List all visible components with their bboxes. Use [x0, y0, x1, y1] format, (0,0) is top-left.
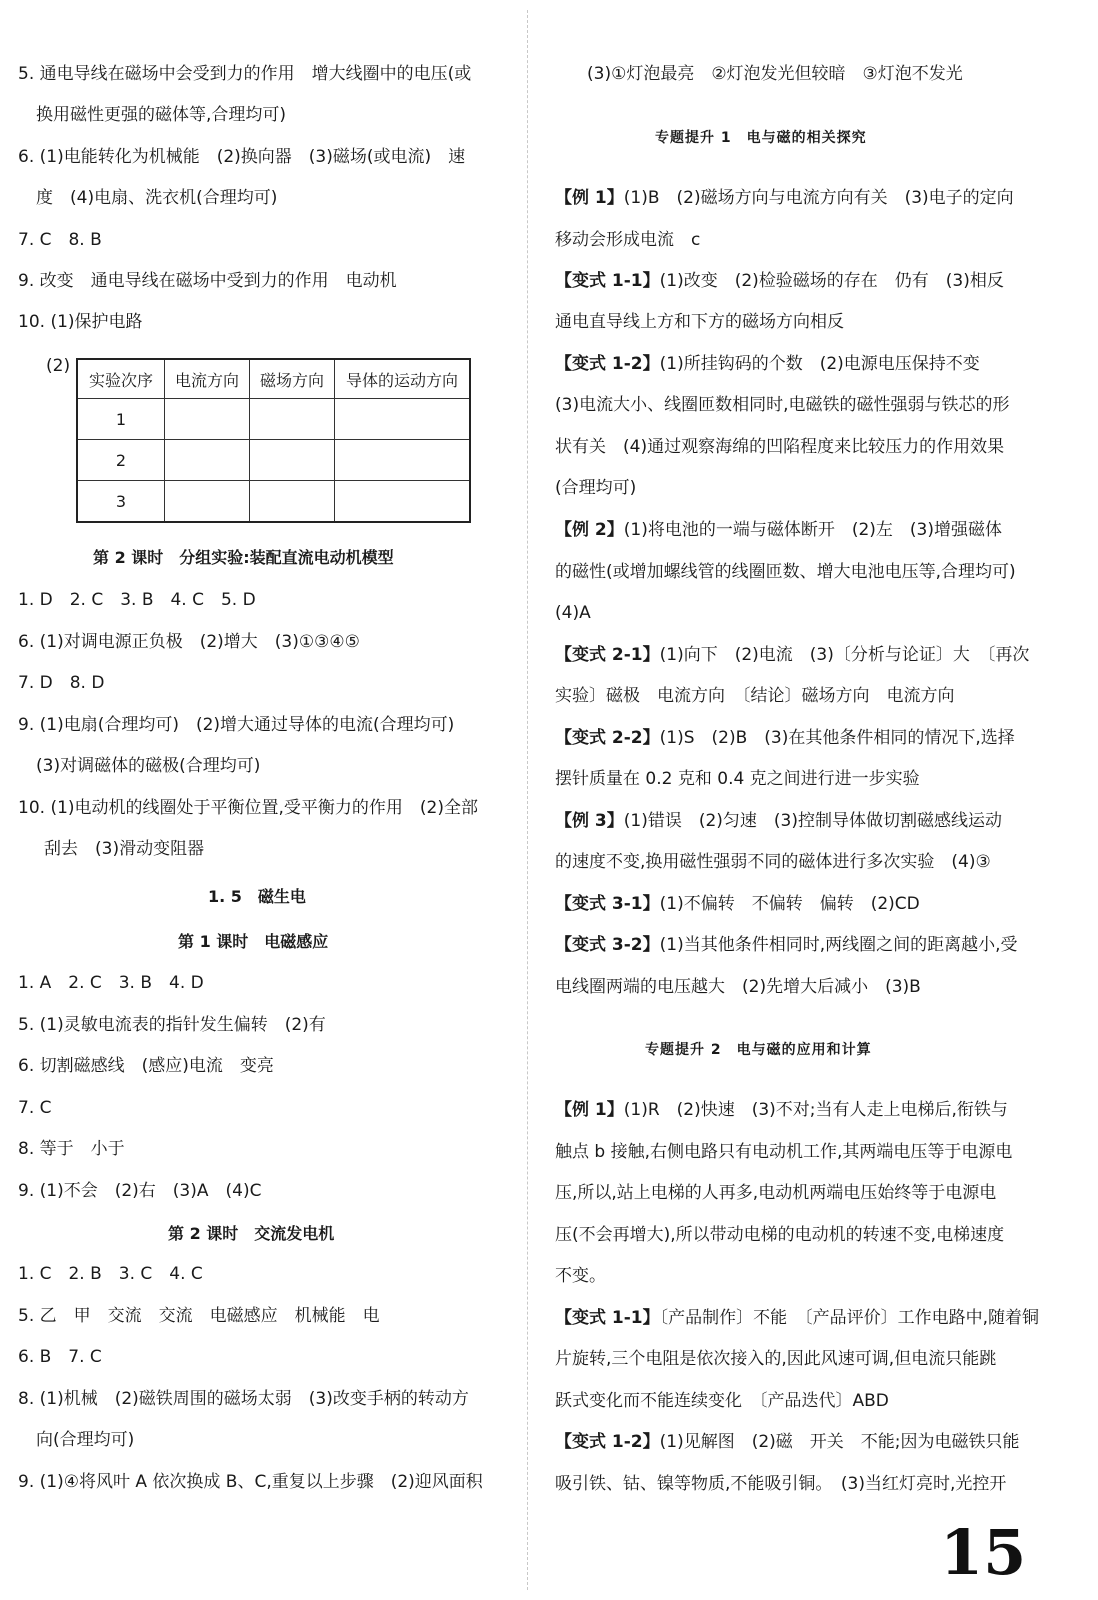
- answer-line: [18, 1304, 380, 1328]
- table-header-row: [77, 359, 470, 399]
- answer-text: 1. C 2. B 3. C 4. C: [18, 1264, 203, 1284]
- answer-text: 6. (1)电能转化为机械能 (2)换向器 (3)磁场(或电流) 速: [18, 147, 466, 167]
- answer-text: 状有关 (4)通过观察海绵的凹陷程度来比较压力的作用效果: [555, 437, 1005, 457]
- answer-text: 6. 切割磁感线 (感应)电流 变亮: [18, 1056, 274, 1076]
- answer-line: [18, 1470, 483, 1494]
- answer-text: 5. 通电导线在磁场中会受到力的作用 增大线圈中的电压(或: [18, 64, 472, 84]
- answer-line: [555, 1181, 996, 1205]
- answer-text: (1)S (2)B (3)在其他条件相同的情况下,选择: [659, 728, 1015, 748]
- answer-text: 9. (1)④将风叶 A 依次换成 B、C,重复以上步骤 (2)迎风面积: [18, 1472, 483, 1492]
- answer-line: [18, 588, 256, 612]
- page-number: 15: [940, 1516, 1027, 1589]
- table-cell: [250, 440, 335, 481]
- section-heading: [655, 126, 867, 150]
- answer-line: [555, 601, 591, 625]
- answer-line: [18, 145, 465, 169]
- example-tag: 【变式 2-1】: [555, 645, 660, 665]
- table-cell: [335, 481, 471, 523]
- answer-line: [18, 1137, 125, 1161]
- answer-line: [555, 809, 1002, 833]
- answer-text: 5. (1)灵敏电流表的指针发生偏转 (2)有: [18, 1015, 326, 1035]
- example-tag: 【例 3】: [555, 811, 624, 831]
- answer-text: 通电直导线上方和下方的磁场方向相反: [555, 312, 844, 332]
- answer-line: [555, 269, 1004, 293]
- answer-text: 第 2 课时 交流发电机: [168, 1224, 335, 1243]
- answer-line: [36, 754, 260, 778]
- example-tag: 【变式 3-1】: [555, 894, 660, 914]
- example-tag: 【变式 3-2】: [555, 935, 660, 955]
- answer-line: [18, 62, 471, 86]
- answer-line: [18, 671, 104, 695]
- answer-line: [555, 1306, 1039, 1330]
- section-heading: [208, 885, 306, 909]
- section-heading: [93, 546, 394, 570]
- answer-line: [36, 103, 286, 127]
- answer-text: 换用磁性更强的磁体等,合理均可): [36, 105, 287, 125]
- answer-text: 1. D 2. C 3. B 4. C 5. D: [18, 590, 256, 610]
- example-tag: 【例 1】: [555, 188, 624, 208]
- answer-text: (合理均可): [555, 478, 637, 498]
- answer-text: (1)当其他条件相同时,两线圈之间的距离越小,受: [659, 935, 1018, 955]
- answer-text: 的磁性(或增加螺线管的线圈匝数、增大电池电压等,合理均可): [555, 562, 1016, 582]
- table-label: (2): [46, 356, 71, 376]
- answer-line: [18, 713, 454, 737]
- table-cell: [335, 399, 471, 440]
- example-tag: 【变式 1-2】: [555, 1432, 660, 1452]
- answer-text: 不变。: [555, 1266, 606, 1286]
- answer-text: 跃式变化而不能连续变化 〔产品迭代〕ABD: [555, 1391, 889, 1411]
- answer-line: [555, 1472, 1006, 1496]
- table-cell: [165, 399, 250, 440]
- example-tag: 【变式 2-2】: [555, 728, 660, 748]
- answer-text: 移动会形成电流 c: [555, 230, 701, 250]
- answer-line: [587, 62, 963, 86]
- answer-line: [18, 971, 204, 995]
- answer-line: [555, 933, 1018, 957]
- answer-text: 实验〕磁极 电流方向 〔结论〕磁场方向 电流方向: [555, 686, 955, 706]
- answer-text: 电线圈两端的电压越大 (2)先增大后减小 (3)B: [555, 977, 921, 997]
- answer-line: [18, 228, 102, 252]
- answer-line: [18, 1096, 52, 1120]
- table-cell: [165, 440, 250, 481]
- answer-line: [555, 850, 991, 874]
- answer-line: [555, 393, 1009, 417]
- table-cell: [250, 481, 335, 523]
- answer-text: 7. D 8. D: [18, 673, 105, 693]
- section-heading: [178, 930, 328, 954]
- answer-text: 度 (4)电扇、洗衣机(合理均可): [36, 188, 278, 208]
- example-tag: 【变式 1-2】: [555, 354, 660, 374]
- table-row: [77, 440, 470, 481]
- answer-text: (1)错误 (2)匀速 (3)控制导体做切割磁感线运动: [623, 811, 1002, 831]
- answer-text: 6. (1)对调电源正负极 (2)增大 (3)①③④⑤: [18, 632, 360, 652]
- answer-text: 5. 乙 甲 交流 交流 电磁感应 机械能 电: [18, 1306, 380, 1326]
- table-cell: 3: [77, 481, 165, 523]
- answer-text: (3)对调磁体的磁极(合理均可): [36, 756, 261, 776]
- answer-text: 7. C: [18, 1098, 52, 1118]
- answer-text: (1)所挂钩码的个数 (2)电源电压保持不变: [659, 354, 980, 374]
- answer-text: 9. (1)电扇(合理均可) (2)增大通过导体的电流(合理均可): [18, 715, 455, 735]
- answer-text: 压,所以,站上电梯的人再多,电动机两端电压始终等于电源电: [555, 1183, 997, 1203]
- answer-line: [18, 269, 397, 293]
- answer-line: [44, 837, 204, 861]
- table-row: [77, 399, 470, 440]
- answer-text: 10. (1)保护电路: [18, 312, 143, 332]
- table-row: [77, 481, 470, 523]
- table-cell: 2: [77, 440, 165, 481]
- table-header-cell: 磁场方向: [250, 359, 335, 399]
- answer-text: 9. 改变 通电导线在磁场中受到力的作用 电动机: [18, 271, 397, 291]
- table-cell: 1: [77, 399, 165, 440]
- answer-line: [18, 1345, 102, 1369]
- answer-text: (1)见解图 (2)磁 开关 不能;因为电磁铁只能: [659, 1432, 1020, 1452]
- answer-text: 吸引铁、钴、镍等物质,不能吸引铜。 (3)当红灯亮时,光控开: [555, 1474, 1007, 1494]
- answer-line: [555, 1347, 996, 1371]
- answer-text: 6. B 7. C: [18, 1347, 102, 1367]
- answer-line: [18, 1054, 274, 1078]
- column-divider: [527, 10, 528, 1590]
- answer-line: [555, 560, 1016, 584]
- answer-text: 10. (1)电动机的线圈处于平衡位置,受平衡力的作用 (2)全部: [18, 798, 479, 818]
- answer-text: 第 1 课时 电磁感应: [178, 932, 329, 951]
- answer-text: (3)①灯泡最亮 ②灯泡发光但较暗 ③灯泡不发光: [587, 64, 963, 84]
- answer-text: 的速度不变,换用磁性强弱不同的磁体进行多次实验 (4)③: [555, 852, 991, 872]
- answer-text: 7. C 8. B: [18, 230, 102, 250]
- answer-text: 专题提升 1 电与磁的相关探究: [655, 130, 867, 146]
- answer-line: [555, 684, 955, 708]
- answer-text: (4)A: [555, 603, 591, 623]
- answer-text: 片旋转,三个电阻是依次接入的,因此风速可调,但电流只能跳: [555, 1349, 997, 1369]
- example-tag: 【例 1】: [555, 1100, 624, 1120]
- section-heading: [168, 1222, 334, 1246]
- answer-text: 刮去 (3)滑动变阻器: [44, 839, 205, 859]
- answer-line: [18, 1387, 469, 1411]
- answer-line: [18, 796, 478, 820]
- answer-line: [18, 1179, 261, 1203]
- answer-line: [555, 352, 980, 376]
- answer-line: [555, 1223, 1004, 1247]
- answer-line: [555, 1098, 1008, 1122]
- answer-line: [555, 435, 1004, 459]
- answer-text: 向(合理均可): [36, 1430, 135, 1450]
- answer-text: (3)电流大小、线圈匝数相同时,电磁铁的磁性强弱与铁芯的形: [555, 395, 1010, 415]
- answer-line: [18, 1262, 203, 1286]
- answer-line: [555, 726, 1015, 750]
- answer-line: [555, 310, 844, 334]
- answer-text: 第 2 课时 分组实验:装配直流电动机模型: [93, 548, 394, 567]
- answer-line: [555, 1140, 1012, 1164]
- table-header-cell: 导体的运动方向: [335, 359, 471, 399]
- answer-line: [555, 767, 920, 791]
- answer-text: 8. (1)机械 (2)磁铁周围的磁场太弱 (3)改变手柄的转动方: [18, 1389, 469, 1409]
- answer-line: [36, 1428, 134, 1452]
- answer-line: [555, 975, 921, 999]
- table-cell: [335, 440, 471, 481]
- answer-line: [555, 643, 1029, 667]
- answer-text: (1)改变 (2)检验磁场的存在 仍有 (3)相反: [659, 271, 1004, 291]
- answer-text: 压(不会再增大),所以带动电梯的电动机的转速不变,电梯速度: [555, 1225, 1005, 1245]
- answer-text: 1. A 2. C 3. B 4. D: [18, 973, 204, 993]
- answer-text: 专题提升 2 电与磁的应用和计算: [645, 1042, 872, 1058]
- answer-text: 触点 b 接触,右侧电路只有电动机工作,其两端电压等于电源电: [555, 1142, 1013, 1162]
- table-cell: [250, 399, 335, 440]
- answer-line: [18, 630, 360, 654]
- answer-text: 〔产品制作〕不能 〔产品评价〕工作电路中,随着铜: [659, 1308, 1040, 1328]
- experiment-table: [76, 358, 471, 523]
- answer-line: [555, 1389, 889, 1413]
- example-tag: 【例 2】: [555, 520, 624, 540]
- answer-text: (1)将电池的一端与磁体断开 (2)左 (3)增强磁体: [623, 520, 1002, 540]
- answer-line: [18, 1013, 326, 1037]
- answer-line: [555, 228, 700, 252]
- answer-line: [555, 518, 1002, 542]
- example-tag: 【变式 1-1】: [555, 1308, 660, 1328]
- answer-line: [18, 310, 143, 334]
- table-cell: [165, 481, 250, 523]
- answer-text: 1. 5 磁生电: [208, 887, 306, 906]
- table-header-cell: 实验次序: [77, 359, 165, 399]
- answer-line: [555, 1430, 1020, 1454]
- answer-text: 9. (1)不会 (2)右 (3)A (4)C: [18, 1181, 262, 1201]
- table-header-cell: 电流方向: [165, 359, 250, 399]
- answer-text: (1)不偏转 不偏转 偏转 (2)CD: [659, 894, 920, 914]
- answer-line: [555, 476, 636, 500]
- answer-line: [36, 186, 277, 210]
- example-tag: 【变式 1-1】: [555, 271, 660, 291]
- answer-text: (1)B (2)磁场方向与电流方向有关 (3)电子的定向: [623, 188, 1014, 208]
- answer-text: 8. 等于 小于: [18, 1139, 125, 1159]
- section-heading: [645, 1038, 872, 1062]
- answer-text: (1)R (2)快速 (3)不对;当有人走上电梯后,衔铁与: [623, 1100, 1008, 1120]
- answer-text: (1)向下 (2)电流 (3)〔分析与论证〕大 〔再次: [659, 645, 1030, 665]
- answer-text: 摆针质量在 0.2 克和 0.4 克之间进行进一步实验: [555, 769, 920, 789]
- answer-line: [555, 186, 1014, 210]
- answer-line: [555, 892, 920, 916]
- answer-line: [555, 1264, 606, 1288]
